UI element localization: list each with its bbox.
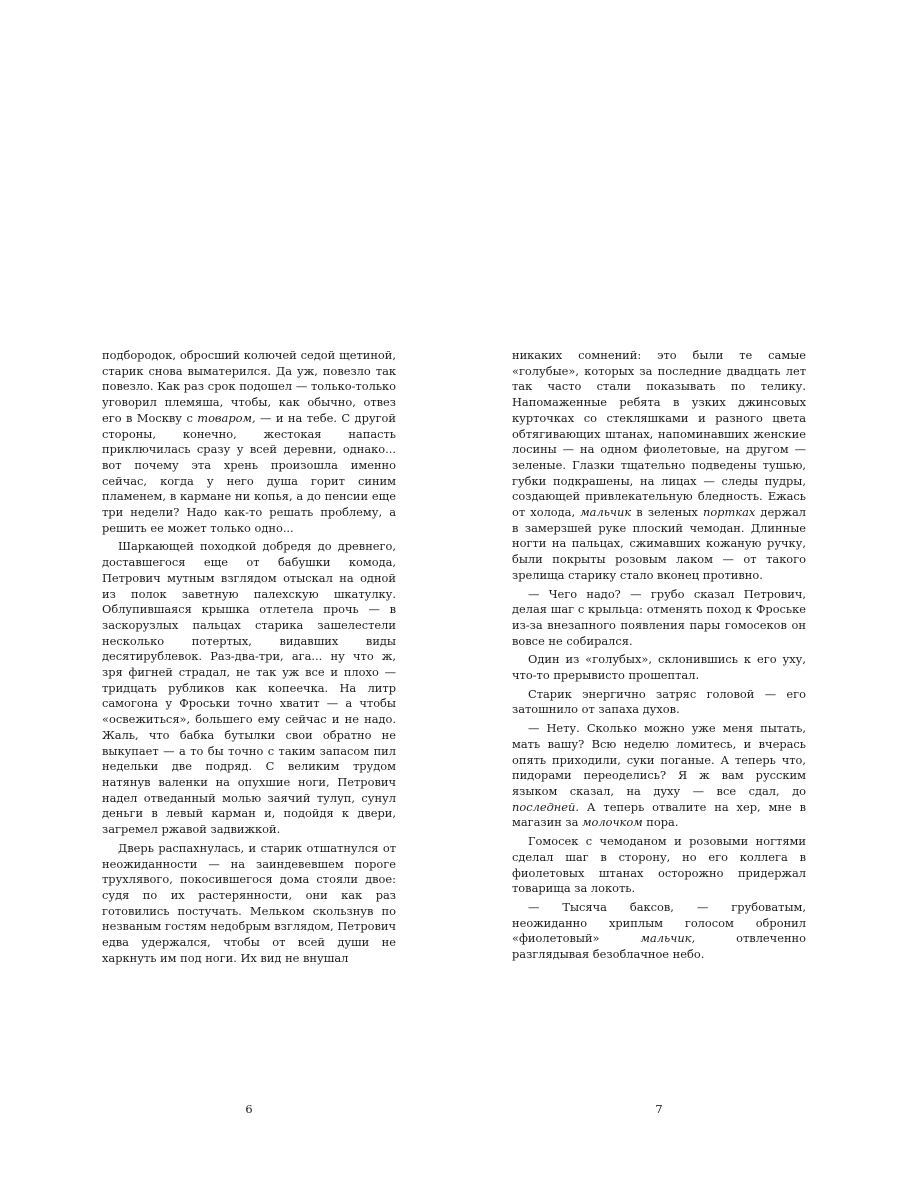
paragraph — [512, 834, 806, 897]
text-run: — Нету. Сколько можно уже меня пытать, мать вашу? Всю неделю ломитесь, и вчерась опять приходили, суки поганые. А теперь что, пидорами переоделись? Я ж вам русским языком сказал, на духу — все сдал, до — [512, 721, 806, 798]
italic-text: портках — [702, 505, 756, 520]
text-run: пора. — [642, 815, 679, 830]
text-run: в зеленых — [631, 505, 703, 520]
text-run: — Тысяча баксов, — грубоватым, неожиданно хриплым голосом обронил «фиолетовый» — [512, 899, 806, 946]
text-run: Дверь распахнулась, и старик отшатнулся от неожиданности — на заиндевевшем пороге трухлявого, покосившегося дома стояли двое: судя по их растерянности, они как раз готовились постучать. Мельком скользнув по незваным гостям недобрым взглядом, Петрович едва удержался, чтобы от всей души не харкнуть им под ноги. Их вид не внушал — [102, 840, 396, 965]
left-page — [102, 348, 396, 1116]
paragraph — [102, 539, 396, 837]
left-page-text — [102, 348, 396, 966]
page-number-left: 6 — [245, 1102, 253, 1116]
italic-text: товаром, — [197, 410, 256, 425]
text-run: держал в замерзшей руке плоский чемодан. Длинные ногти на пальцах, сжимавших кожаную ручку, были покрыты розовым лаком — от такого зрелища старику стало вконец противно. — [512, 505, 806, 582]
text-run: — и на тебе. С другой стороны, конечно, жестокая напасть приключилась сразу у всей деревни, однако... вот почему эта хрень произошла именно сейчас, когда у него душа горит синим пламенем, в кармане ни копья, а до пенсии еще три недели? Надо как-то решать проблему, а решить ее может только одно... — [102, 410, 396, 535]
text-run: отвлеченно разглядывая безоблачное небо. — [512, 931, 806, 962]
paragraph — [512, 687, 806, 718]
italic-text: последней. — [512, 799, 579, 814]
paragraph — [512, 721, 806, 831]
text-run: никаких сомнений: это были те самые «голубые», которых за последние двадцать лет так часто стали показывать по телику. Напомаженные ребята в узких джинсовых курточках со стекляшками и разного цвета обтягивающих штанах, напоминавших женские лосины — на одном фиолетовые, на другом — зеленые. Глазки тщательно подведены тушью, губки подкрашены, на лицах — следы пудры, создающей привлекательную бледность. Ежась от холода, — [512, 348, 806, 520]
right-page — [512, 348, 806, 1116]
italic-text: молочком — [582, 815, 643, 830]
text-run: подбородок, обросший колючей седой щетиной, старик снова выматерился. Да уж, повезло так повезло. Как раз срок подошел — только-только уговорил племяша, чтобы, как обычно, отвез его в Москву с — [102, 348, 396, 425]
right-page-text — [512, 348, 806, 963]
paragraph — [512, 900, 806, 963]
paragraph — [102, 841, 396, 967]
text-run: Один из «голубых», склонившись к его уху, что-то прерывисто прошептал. — [512, 652, 806, 683]
text-run: Шаркающей походкой добредя до древнего, доставшегося еще от бабушки комода, Петрович мутным взглядом отыскал на одной из полок заветную палехскую шкатулку. Облупившаяся крышка отлетела прочь — в заскорузлых пальцах старика зашелестели несколько потертых, видавших виды десятирублевок. Раз-два-три, ага... ну что ж, зря фигней страдал, не так уж все и плохо — тридцать рубликов как копеечка. На литр самогона у Фроськи точно хватит — а чтобы «освежиться», большего ему сейчас и не надо. Жаль, что бабка бутылки свои обратно не выкупает — а то бы точно с таким запасом пил недельки две подряд. С великим трудом натянув валенки на опухшие ноги, Петрович надел отведанный молью заячий тулуп, сунул деньги в левый карман и, подойдя к двери, загремел ржавой задвижкой. — [102, 539, 396, 837]
paragraph — [512, 587, 806, 650]
text-run: Гомосек с чемоданом и розовыми ногтями сделал шаг в сторону, но его коллега в фиолетовых штанах осторожно придержал товарища за локоть. — [512, 834, 806, 896]
paragraph — [102, 348, 396, 536]
text-run: — Чего надо? — грубо сказал Петрович, делая шаг с крыльца: отменять поход к Фроське из-за внезапного появления пары гомосеков он вовсе не собирался. — [512, 586, 806, 648]
italic-text: мальчик — [580, 505, 632, 520]
text-run: А теперь отвалите на хер, мне в магазин за — [512, 799, 806, 830]
text-run: Старик энергично затряс головой — его затошнило от запаха духов. — [512, 686, 806, 717]
paragraph — [512, 652, 806, 683]
italic-text: мальчик, — [640, 931, 696, 946]
paragraph — [512, 348, 806, 584]
page-number-right: 7 — [655, 1102, 663, 1116]
